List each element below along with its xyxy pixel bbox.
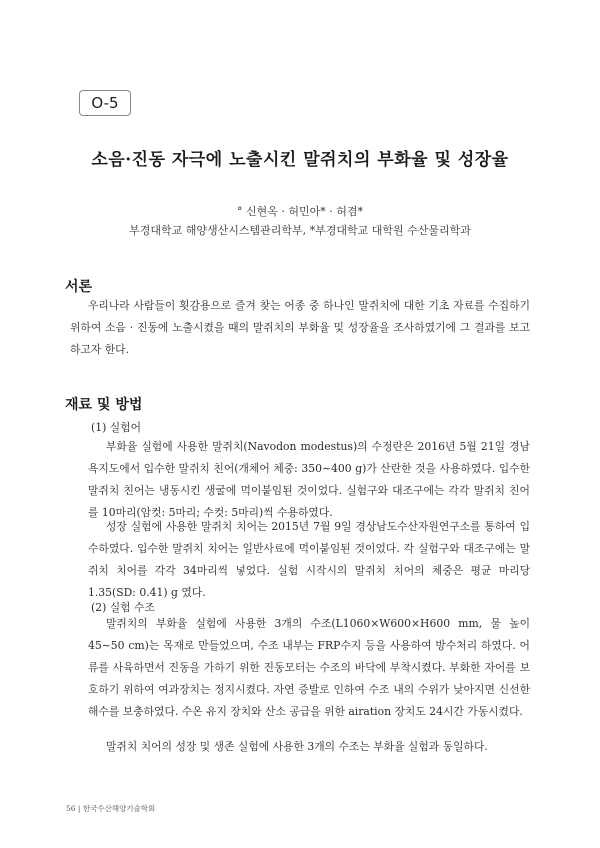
methods-paragraph-1: 부화율 실험에 사용한 말쥐치(Navodon modestus)의 수정란은 2016년 5월 21일 경남 욕지도에서 입수한 말쥐치 친어(개체어 체중: 350∼400 g)가 산란한 것을 사용하였다. 입수한 말쥐치 친어는 냉동시킨 생굴에 먹이붙임된 것이었다. 실험구와 대조구에는 각각 말쥐치 친어를 10마리(암컷: 5마리; 수컷: 5마리)씩 수용하였다.	[88, 440, 530, 519]
session-code-box	[79, 90, 131, 116]
affiliation: 부경대학교 해양생산시스템관리학부, *부경대학교 대학원 수산물리학과	[129, 224, 471, 237]
methods-paragraph-4: 말쥐치 치어의 성장 및 생존 실험에 사용한 3개의 수조는 부화율 실험과 동일하다.	[106, 740, 488, 753]
methods-heading: 재료 및 방법	[65, 397, 143, 413]
page-footer: 56 | 한국수산해양기술학회	[66, 804, 156, 813]
subsection-tank: (2) 실험 수조	[91, 601, 155, 614]
authors: ° 신현옥 · 허민아* · 허겸*	[237, 205, 363, 218]
methods-paragraph-2: 성장 실험에 사용한 말쥐치 치어는 2015년 7월 9일 경상남도수산자원연구소를 통하여 입수하였다. 입수한 말쥐치 치어는 일반사료에 먹이붙임된 것이었다. 각 실험구와 대조구에는 말쥐치 치어를 각각 34마리씩 넣었다. 실험 시작시의 말쥐치 치어의 체중은 평균 마리당 1.35(SD: 0.41) g 였다.	[88, 520, 530, 599]
intro-heading: 서론	[65, 279, 93, 295]
session-code: O-5	[91, 94, 119, 112]
paper-title: 소음·진동 자극에 노출시킨 말쥐치의 부화율 및 성장율	[91, 150, 509, 170]
intro-paragraph: 우리나라 사람들이 횟감용으로 즐겨 찾는 어종 중 하나인 말쥐치에 대한 기초 자료를 수집하기 위하여 소음 · 진동에 노출시켰을 때의 말쥐치의 부화율 및 성장율을 조사하였기에 그 결과를 보고하고자 한다.	[70, 299, 530, 356]
methods-paragraph-3: 말쥐치의 부화율 실험에 사용한 3개의 수조(L1060×W600×H600 mm, 물 높이 45∼50 cm)는 목재로 만들었으며, 수조 내부는 FRP수지 등을 사용하여 방수처리 하였다. 어류를 사육하면서 진동을 가하기 위한 진동모터는 수조의 바닥에 부착시켰다. 부화한 자어를 보호하기 위하여 여과장치는 정지시켰다. 자연 증발로 인하여 수조 내의 수위가 낮아지면 신선한 해수를 보충하였다. 수온 유지 장치와 산소 공급을 위한 airation 장치도 24시간 가동시켰다.	[88, 617, 530, 718]
subsection-fish: (1) 실험어	[91, 421, 142, 434]
